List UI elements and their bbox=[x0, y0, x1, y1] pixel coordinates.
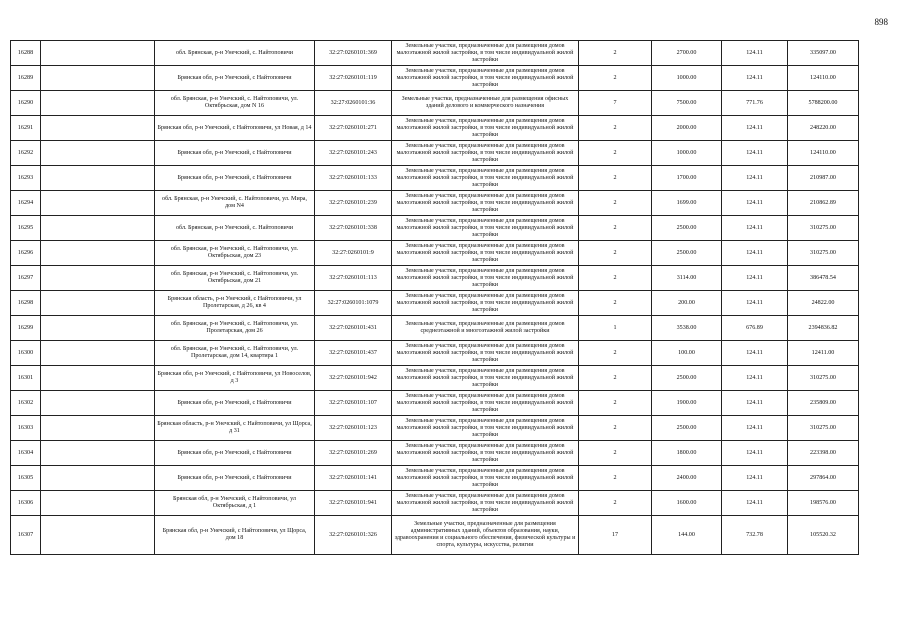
area-cell: 1900.00 bbox=[652, 391, 722, 416]
area-cell: 144.00 bbox=[652, 516, 722, 555]
address-cell: Брянская обл, р-н Унечский, с Найтоповичи bbox=[155, 466, 315, 491]
address-cell: обл. Брянская, р-н Унечский, с. Найтоповичи, ул. Мира, дом N4 bbox=[155, 191, 315, 216]
group-code-cell: 2 bbox=[579, 291, 652, 316]
cadastral-number-cell: 32:27:0260101:437 bbox=[315, 341, 392, 366]
group-code-cell: 2 bbox=[579, 266, 652, 291]
cadastral-number-cell: 32:27:0260101:271 bbox=[315, 116, 392, 141]
row-number-cell: 16288 bbox=[11, 41, 41, 66]
table-row bbox=[11, 491, 859, 516]
cadastral-number-cell: 32:27:0260101:141 bbox=[315, 466, 392, 491]
cadastral-value-cell: 223398.00 bbox=[788, 441, 859, 466]
row-number-cell: 16294 bbox=[11, 191, 41, 216]
cadastral-number-cell: 32:27:0260101:1079 bbox=[315, 291, 392, 316]
row-number-cell: 16297 bbox=[11, 266, 41, 291]
cadastral-number-cell: 32:27:0260101:239 bbox=[315, 191, 392, 216]
land-use-purpose-cell: Земельные участки, предназначенные для размещения офисных зданий делового и коммерческого назначения bbox=[392, 91, 579, 116]
empty-cell bbox=[41, 41, 155, 66]
group-code-cell: 2 bbox=[579, 491, 652, 516]
land-use-purpose-cell: Земельные участки, предназначенные для размещения домов малоэтажной жилой застройки, в том числе индивидуальной жилой застройки bbox=[392, 466, 579, 491]
land-use-purpose-cell: Земельные участки, предназначенные для размещения домов малоэтажной жилой застройки, в том числе индивидуальной жилой застройки bbox=[392, 416, 579, 441]
land-use-purpose-cell: Земельные участки, предназначенные для размещения домов малоэтажной жилой застройки, в том числе индивидуальной жилой застройки bbox=[392, 366, 579, 391]
group-code-cell: 2 bbox=[579, 41, 652, 66]
empty-cell bbox=[41, 316, 155, 341]
address-cell: Брянская обл, р-н Унечский, с Найтоповичи bbox=[155, 391, 315, 416]
cadastral-number-cell: 32:27:0260101:113 bbox=[315, 266, 392, 291]
table-row bbox=[11, 466, 859, 491]
row-number-cell: 16303 bbox=[11, 416, 41, 441]
land-registry-table bbox=[10, 40, 859, 555]
specific-value-cell: 124.11 bbox=[722, 41, 788, 66]
empty-cell bbox=[41, 241, 155, 266]
address-cell: Брянская область, р-н Унечский, с Найтоповичи, ул Пролетарская, д 26, кв 4 bbox=[155, 291, 315, 316]
cadastral-number-cell: 32:27:0260101:119 bbox=[315, 66, 392, 91]
specific-value-cell: 732.78 bbox=[722, 516, 788, 555]
specific-value-cell: 124.11 bbox=[722, 141, 788, 166]
land-use-purpose-cell: Земельные участки, предназначенные для размещения домов малоэтажной жилой застройки, в том числе индивидуальной жилой застройки bbox=[392, 141, 579, 166]
cadastral-number-cell: 32:27:0260101:36 bbox=[315, 91, 392, 116]
area-cell: 2400.00 bbox=[652, 466, 722, 491]
row-number-cell: 16291 bbox=[11, 116, 41, 141]
empty-cell bbox=[41, 66, 155, 91]
area-cell: 100.00 bbox=[652, 341, 722, 366]
group-code-cell: 2 bbox=[579, 416, 652, 441]
table-row bbox=[11, 116, 859, 141]
empty-cell bbox=[41, 391, 155, 416]
specific-value-cell: 124.11 bbox=[722, 466, 788, 491]
land-use-purpose-cell: Земельные участки, предназначенные для размещения домов малоэтажной жилой застройки, в том числе индивидуальной жилой застройки bbox=[392, 266, 579, 291]
table-row bbox=[11, 341, 859, 366]
group-code-cell: 2 bbox=[579, 366, 652, 391]
table-row bbox=[11, 141, 859, 166]
table-row bbox=[11, 41, 859, 66]
cadastral-value-cell: 310275.00 bbox=[788, 366, 859, 391]
address-cell: обл. Брянская, р-н Унечский, с. Найтоповичи, ул. Пролетарская, дом 14, квартира 1 bbox=[155, 341, 315, 366]
group-code-cell: 2 bbox=[579, 241, 652, 266]
row-number-cell: 16307 bbox=[11, 516, 41, 555]
area-cell: 1000.00 bbox=[652, 141, 722, 166]
cadastral-value-cell: 24822.00 bbox=[788, 291, 859, 316]
cadastral-value-cell: 105520.32 bbox=[788, 516, 859, 555]
table-row bbox=[11, 91, 859, 116]
cadastral-value-cell: 297864.00 bbox=[788, 466, 859, 491]
cadastral-value-cell: 310275.00 bbox=[788, 241, 859, 266]
table-row bbox=[11, 416, 859, 441]
cadastral-value-cell: 310275.00 bbox=[788, 416, 859, 441]
empty-cell bbox=[41, 291, 155, 316]
row-number-cell: 16298 bbox=[11, 291, 41, 316]
empty-cell bbox=[41, 91, 155, 116]
cadastral-value-cell: 5788200.00 bbox=[788, 91, 859, 116]
specific-value-cell: 124.11 bbox=[722, 341, 788, 366]
address-cell: обл. Брянская, р-н Унечский, с. Найтоповичи, ул. Пролетарская, дом 26 bbox=[155, 316, 315, 341]
row-number-cell: 16300 bbox=[11, 341, 41, 366]
specific-value-cell: 124.11 bbox=[722, 241, 788, 266]
empty-cell bbox=[41, 116, 155, 141]
table-row bbox=[11, 191, 859, 216]
group-code-cell: 2 bbox=[579, 66, 652, 91]
row-number-cell: 16289 bbox=[11, 66, 41, 91]
address-cell: Брянская обл, р-н Унечский, с Найтоповичи bbox=[155, 166, 315, 191]
specific-value-cell: 124.11 bbox=[722, 66, 788, 91]
address-cell: обл. Брянская, р-н Унечский, с. Найтоповичи, ул. Октябрьская, дом 23 bbox=[155, 241, 315, 266]
address-cell: Брянская обл, р-н Унечский, с Найтоповичи bbox=[155, 66, 315, 91]
specific-value-cell: 124.11 bbox=[722, 191, 788, 216]
address-cell: обл. Брянская, р-н Унечский, с. Найтоповичи bbox=[155, 216, 315, 241]
group-code-cell: 2 bbox=[579, 216, 652, 241]
cadastral-number-cell: 32:27:0260101:941 bbox=[315, 491, 392, 516]
area-cell: 2500.00 bbox=[652, 241, 722, 266]
group-code-cell: 1 bbox=[579, 316, 652, 341]
group-code-cell: 2 bbox=[579, 466, 652, 491]
area-cell: 2700.00 bbox=[652, 41, 722, 66]
row-number-cell: 16304 bbox=[11, 441, 41, 466]
empty-cell bbox=[41, 141, 155, 166]
table-row bbox=[11, 391, 859, 416]
row-number-cell: 16299 bbox=[11, 316, 41, 341]
specific-value-cell: 124.11 bbox=[722, 491, 788, 516]
cadastral-number-cell: 32:27:0260101:269 bbox=[315, 441, 392, 466]
cadastral-value-cell: 335097.00 bbox=[788, 41, 859, 66]
area-cell: 2500.00 bbox=[652, 366, 722, 391]
land-use-purpose-cell: Земельные участки, предназначенные для размещения домов малоэтажной жилой застройки, в том числе индивидуальной жилой застройки bbox=[392, 391, 579, 416]
specific-value-cell: 124.11 bbox=[722, 266, 788, 291]
group-code-cell: 2 bbox=[579, 116, 652, 141]
row-number-cell: 16306 bbox=[11, 491, 41, 516]
cadastral-value-cell: 210987.00 bbox=[788, 166, 859, 191]
specific-value-cell: 676.89 bbox=[722, 316, 788, 341]
area-cell: 2500.00 bbox=[652, 416, 722, 441]
cadastral-value-cell: 124110.00 bbox=[788, 66, 859, 91]
cadastral-number-cell: 32:27:0260101:123 bbox=[315, 416, 392, 441]
land-use-purpose-cell: Земельные участки, предназначенные для размещения домов малоэтажной жилой застройки, в том числе индивидуальной жилой застройки bbox=[392, 166, 579, 191]
empty-cell bbox=[41, 166, 155, 191]
group-code-cell: 2 bbox=[579, 166, 652, 191]
table-row bbox=[11, 266, 859, 291]
cadastral-number-cell: 32:27:0260101:107 bbox=[315, 391, 392, 416]
address-cell: обл. Брянская, р-н Унечский, с. Найтоповичи, ул. Октябрьская, дом N 16 bbox=[155, 91, 315, 116]
address-cell: Брянская обл, р-н Унечский, с Найтоповичи, ул Октябрьская, д 1 bbox=[155, 491, 315, 516]
cadastral-number-cell: 32:27:0260101:133 bbox=[315, 166, 392, 191]
empty-cell bbox=[41, 491, 155, 516]
land-use-purpose-cell: Земельные участки, предназначенные для размещения домов малоэтажной жилой застройки, в том числе индивидуальной жилой застройки bbox=[392, 341, 579, 366]
land-use-purpose-cell: Земельные участки, предназначенные для размещения домов малоэтажной жилой застройки, в том числе индивидуальной жилой застройки bbox=[392, 241, 579, 266]
cadastral-number-cell: 32:27:0260101:431 bbox=[315, 316, 392, 341]
row-number-cell: 16290 bbox=[11, 91, 41, 116]
specific-value-cell: 124.11 bbox=[722, 416, 788, 441]
address-cell: Брянская обл, р-н Унечский, с Найтоповичи bbox=[155, 141, 315, 166]
table-row bbox=[11, 166, 859, 191]
area-cell: 1800.00 bbox=[652, 441, 722, 466]
cadastral-number-cell: 32:27:0260101:369 bbox=[315, 41, 392, 66]
land-use-purpose-cell: Земельные участки, предназначенные для размещения домов малоэтажной жилой застройки, в том числе индивидуальной жилой застройки bbox=[392, 491, 579, 516]
row-number-cell: 16305 bbox=[11, 466, 41, 491]
cadastral-number-cell: 32:27:0260101:326 bbox=[315, 516, 392, 555]
empty-cell bbox=[41, 366, 155, 391]
table-row bbox=[11, 316, 859, 341]
empty-cell bbox=[41, 416, 155, 441]
specific-value-cell: 124.11 bbox=[722, 391, 788, 416]
group-code-cell: 2 bbox=[579, 441, 652, 466]
group-code-cell: 7 bbox=[579, 91, 652, 116]
cadastral-number-cell: 32:27:0260101:243 bbox=[315, 141, 392, 166]
table-row bbox=[11, 241, 859, 266]
address-cell: Брянская область, р-н Унечский, с Найтоповичи, ул Щорса, д 31 bbox=[155, 416, 315, 441]
group-code-cell: 17 bbox=[579, 516, 652, 555]
address-cell: обл. Брянская, р-н Унечский, с. Найтоповичи bbox=[155, 41, 315, 66]
cadastral-value-cell: 310275.00 bbox=[788, 216, 859, 241]
land-use-purpose-cell: Земельные участки, предназначенные для размещения домов малоэтажной жилой застройки, в том числе индивидуальной жилой застройки bbox=[392, 41, 579, 66]
cadastral-number-cell: 32:27:0260101:942 bbox=[315, 366, 392, 391]
area-cell: 1600.00 bbox=[652, 491, 722, 516]
cadastral-number-cell: 32:27:0260101:9 bbox=[315, 241, 392, 266]
area-cell: 200.00 bbox=[652, 291, 722, 316]
row-number-cell: 16293 bbox=[11, 166, 41, 191]
land-use-purpose-cell: Земельные участки, предназначенные для размещения административных зданий, объектов образования, науки, здравоохранения и социального обеспечения, физической культуры и спорта, культуры, искусства, религии bbox=[392, 516, 579, 555]
address-cell: Брянская обл, р-н Унечский, с Найтоповичи, ул Щорса, дом 18 bbox=[155, 516, 315, 555]
table-body bbox=[11, 41, 859, 555]
specific-value-cell: 124.11 bbox=[722, 366, 788, 391]
table-row bbox=[11, 291, 859, 316]
group-code-cell: 2 bbox=[579, 391, 652, 416]
row-number-cell: 16295 bbox=[11, 216, 41, 241]
row-number-cell: 16292 bbox=[11, 141, 41, 166]
cadastral-value-cell: 198576.00 bbox=[788, 491, 859, 516]
specific-value-cell: 124.11 bbox=[722, 166, 788, 191]
empty-cell bbox=[41, 441, 155, 466]
group-code-cell: 2 bbox=[579, 341, 652, 366]
cadastral-value-cell: 124110.00 bbox=[788, 141, 859, 166]
table-row bbox=[11, 366, 859, 391]
group-code-cell: 2 bbox=[579, 141, 652, 166]
land-use-purpose-cell: Земельные участки, предназначенные для размещения домов малоэтажной жилой застройки, в том числе индивидуальной жилой застройки bbox=[392, 191, 579, 216]
cadastral-value-cell: 210862.89 bbox=[788, 191, 859, 216]
address-cell: Брянская обл, р-н Унечский, с Найтоповичи bbox=[155, 441, 315, 466]
empty-cell bbox=[41, 466, 155, 491]
page-number: 898 bbox=[874, 17, 888, 27]
row-number-cell: 16296 bbox=[11, 241, 41, 266]
table-row bbox=[11, 216, 859, 241]
address-cell: Брянская обл, р-н Унечский, с Найтоповичи, ул Новоселов, д 3 bbox=[155, 366, 315, 391]
address-cell: обл. Брянская, р-н Унечский, с. Найтоповичи, ул. Октябрьская, дом 21 bbox=[155, 266, 315, 291]
land-use-purpose-cell: Земельные участки, предназначенные для размещения домов малоэтажной жилой застройки, в том числе индивидуальной жилой застройки bbox=[392, 291, 579, 316]
specific-value-cell: 124.11 bbox=[722, 216, 788, 241]
cadastral-value-cell: 248220.00 bbox=[788, 116, 859, 141]
specific-value-cell: 124.11 bbox=[722, 441, 788, 466]
cadastral-value-cell: 12411.00 bbox=[788, 341, 859, 366]
area-cell: 2500.00 bbox=[652, 216, 722, 241]
group-code-cell: 2 bbox=[579, 191, 652, 216]
land-use-purpose-cell: Земельные участки, предназначенные для размещения домов малоэтажной жилой застройки, в том числе индивидуальной жилой застройки bbox=[392, 441, 579, 466]
cadastral-number-cell: 32:27:0260101:338 bbox=[315, 216, 392, 241]
area-cell: 3538.00 bbox=[652, 316, 722, 341]
table-row bbox=[11, 516, 859, 555]
cadastral-value-cell: 386478.54 bbox=[788, 266, 859, 291]
cadastral-value-cell: 2394836.82 bbox=[788, 316, 859, 341]
area-cell: 1700.00 bbox=[652, 166, 722, 191]
area-cell: 1000.00 bbox=[652, 66, 722, 91]
land-use-purpose-cell: Земельные участки, предназначенные для размещения домов малоэтажной жилой застройки, в том числе индивидуальной жилой застройки bbox=[392, 216, 579, 241]
empty-cell bbox=[41, 341, 155, 366]
area-cell: 3114.00 bbox=[652, 266, 722, 291]
row-number-cell: 16302 bbox=[11, 391, 41, 416]
specific-value-cell: 124.11 bbox=[722, 116, 788, 141]
empty-cell bbox=[41, 266, 155, 291]
area-cell: 2000.00 bbox=[652, 116, 722, 141]
empty-cell bbox=[41, 216, 155, 241]
address-cell: Брянская обл, р-н Унечский, с Найтоповичи, ул Новая, д 14 bbox=[155, 116, 315, 141]
land-use-purpose-cell: Земельные участки, предназначенные для размещения домов малоэтажной жилой застройки, в том числе индивидуальной жилой застройки bbox=[392, 66, 579, 91]
specific-value-cell: 124.11 bbox=[722, 291, 788, 316]
cadastral-value-cell: 235809.00 bbox=[788, 391, 859, 416]
table-row bbox=[11, 441, 859, 466]
empty-cell bbox=[41, 516, 155, 555]
specific-value-cell: 771.76 bbox=[722, 91, 788, 116]
table-row bbox=[11, 66, 859, 91]
area-cell: 7500.00 bbox=[652, 91, 722, 116]
area-cell: 1699.00 bbox=[652, 191, 722, 216]
land-use-purpose-cell: Земельные участки, предназначенные для размещения домов малоэтажной жилой застройки, в том числе индивидуальной жилой застройки bbox=[392, 116, 579, 141]
empty-cell bbox=[41, 191, 155, 216]
row-number-cell: 16301 bbox=[11, 366, 41, 391]
land-use-purpose-cell: Земельные участки, предназначенные для размещения домов среднеэтажной и многоэтажной жилой застройки bbox=[392, 316, 579, 341]
